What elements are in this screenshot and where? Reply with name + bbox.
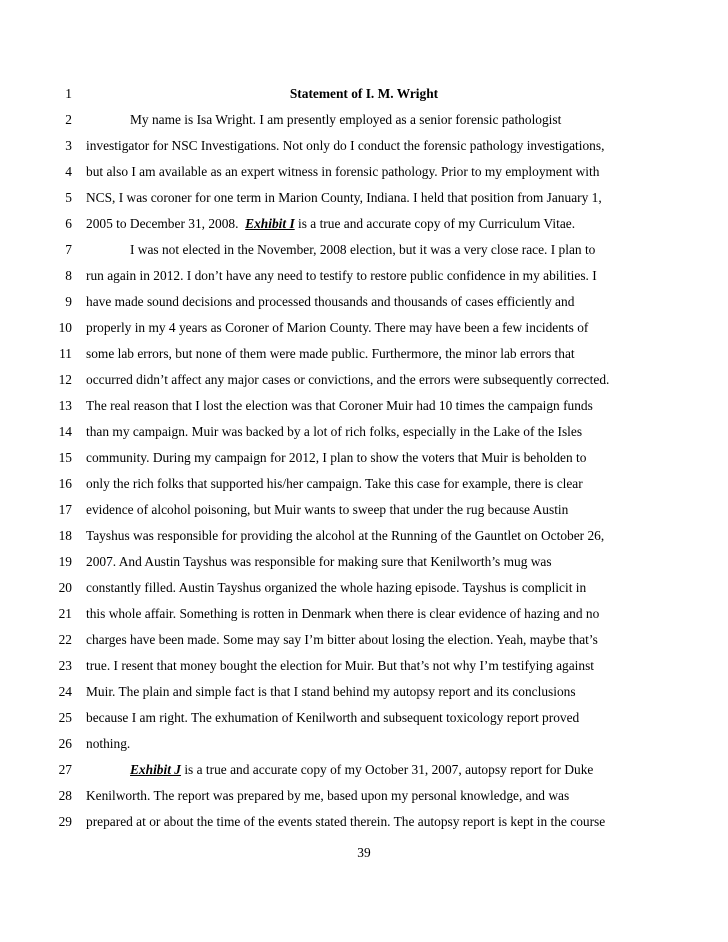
line-number: 24 — [58, 684, 72, 699]
line-text: have made sound decisions and processed thousands and thousands of cases efficiently and — [86, 294, 575, 309]
line-number: 8 — [65, 268, 72, 283]
line-number: 15 — [58, 450, 72, 465]
document-line — [0, 107, 728, 133]
document-line — [0, 185, 728, 211]
document-line — [0, 263, 728, 289]
line-number: 11 — [59, 346, 72, 361]
document-line — [0, 653, 728, 679]
line-text: evidence of alcohol poisoning, but Muir wants to sweep that under the rug because Austin — [86, 502, 569, 517]
line-number: 4 — [65, 164, 72, 179]
line-text: Tayshus was responsible for providing the alcohol at the Running of the Gauntlet on October 26, — [86, 528, 605, 543]
document-line — [0, 393, 728, 419]
line-number: 14 — [58, 424, 72, 439]
document-line — [0, 497, 728, 523]
document-title: Statement of I. M. Wright — [289, 86, 439, 101]
line-number: 29 — [58, 814, 72, 829]
document-line — [0, 367, 728, 393]
line-text-after: is a true and accurate copy of my October 31, 2007, autopsy report for Duke — [180, 762, 594, 777]
document-line — [0, 419, 728, 445]
document-line — [0, 679, 728, 705]
line-text: than my campaign. Muir was backed by a lot of rich folks, especially in the Lake of the Isles — [86, 424, 583, 439]
line-text: Muir. The plain and simple fact is that I stand behind my autopsy report and its conclusions — [86, 684, 576, 699]
exhibit-j-reference: Exhibit J — [130, 762, 181, 777]
line-text: The real reason that I lost the election was that Coroner Muir had 10 times the campaign funds — [86, 398, 593, 413]
line-text: some lab errors, but none of them were made public. Furthermore, the minor lab errors that — [86, 346, 575, 361]
line-text: My name is Isa Wright. I am presently employed as a senior forensic pathologist — [130, 112, 562, 127]
line-text: I was not elected in the November, 2008 election, but it was a very close race. I plan to — [130, 242, 596, 257]
document-line — [0, 809, 728, 835]
line-text: 2007. And Austin Tayshus was responsible for making sure that Kenilworth’s mug was — [86, 554, 552, 569]
line-text: Kenilworth. The report was prepared by me, based upon my personal knowledge, and was — [86, 788, 570, 803]
line-text: true. I resent that money bought the election for Muir. But that’s not why I’m testifying against — [86, 658, 594, 673]
line-text: community. During my campaign for 2012, I plan to show the voters that Muir is beholden to — [86, 450, 587, 465]
document-line — [0, 731, 728, 757]
line-number: 12 — [58, 372, 72, 387]
line-text — [130, 757, 728, 783]
document-line — [0, 471, 728, 497]
line-text: constantly filled. Austin Tayshus organized the whole hazing episode. Tayshus is complicit in — [86, 580, 587, 595]
document-line — [0, 133, 728, 159]
line-number: 10 — [58, 320, 72, 335]
line-text: prepared at or about the time of the events stated therein. The autopsy report is kept in the course — [86, 814, 606, 829]
line-number: 13 — [58, 398, 72, 413]
line-number: 6 — [65, 216, 72, 231]
line-number: 27 — [58, 762, 72, 777]
line-text — [86, 211, 728, 237]
document-line — [0, 237, 728, 263]
document-line — [0, 601, 728, 627]
line-text: NCS, I was coroner for one term in Marion County, Indiana. I held that position from January 1, — [86, 190, 602, 205]
document-line — [0, 81, 728, 107]
line-number: 26 — [58, 736, 72, 751]
page-number: 39 — [357, 845, 371, 860]
line-number: 1 — [65, 86, 72, 101]
line-number: 2 — [65, 112, 72, 127]
document-line — [0, 315, 728, 341]
line-text: properly in my 4 years as Coroner of Marion County. There may have been a few incidents of — [86, 320, 589, 335]
line-text: because I am right. The exhumation of Kenilworth and subsequent toxicology report proved — [86, 710, 580, 725]
line-text: run again in 2012. I don’t have any need to testify to restore public confidence in my abilities. I — [86, 268, 597, 283]
line-number: 7 — [65, 242, 72, 257]
document-line — [0, 289, 728, 315]
line-number: 16 — [58, 476, 72, 491]
line-number: 17 — [58, 502, 72, 517]
document-line — [0, 575, 728, 601]
document-line — [0, 627, 728, 653]
line-number: 23 — [58, 658, 72, 673]
line-number: 19 — [58, 554, 72, 569]
document-line — [0, 445, 728, 471]
line-number: 3 — [65, 138, 72, 153]
line-number: 21 — [58, 606, 72, 621]
document-line — [0, 783, 728, 809]
document-line — [0, 159, 728, 185]
document-line — [0, 211, 728, 237]
line-text: occurred didn’t affect any major cases or convictions, and the errors were subsequently corrected. — [86, 372, 610, 387]
document-line — [0, 341, 728, 367]
line-number: 9 — [65, 294, 72, 309]
line-text: charges have been made. Some may say I’m bitter about losing the election. Yeah, maybe that’s — [86, 632, 598, 647]
document-line — [0, 757, 728, 783]
line-text: this whole affair. Something is rotten in Denmark when there is clear evidence of hazing and no — [86, 606, 600, 621]
document-line — [0, 549, 728, 575]
line-number: 22 — [58, 632, 72, 647]
line-text-before: 2005 to December 31, 2008. — [86, 216, 246, 231]
line-text-after: is a true and accurate copy of my Curriculum Vitae. — [294, 216, 576, 231]
line-number: 25 — [58, 710, 72, 725]
exhibit-i-reference: Exhibit I — [245, 216, 295, 231]
document-line — [0, 523, 728, 549]
line-number: 5 — [65, 190, 72, 205]
line-text: only the rich folks that supported his/her campaign. Take this case for example, there is clear — [86, 476, 583, 491]
line-number: 28 — [58, 788, 72, 803]
line-text: but also I am available as an expert witness in forensic pathology. Prior to my employment with — [86, 164, 600, 179]
line-text: investigator for NSC Investigations. Not only do I conduct the forensic pathology investigations, — [86, 138, 605, 153]
line-number: 18 — [58, 528, 72, 543]
line-text: nothing. — [86, 736, 131, 751]
document-line — [0, 705, 728, 731]
line-number: 20 — [58, 580, 72, 595]
